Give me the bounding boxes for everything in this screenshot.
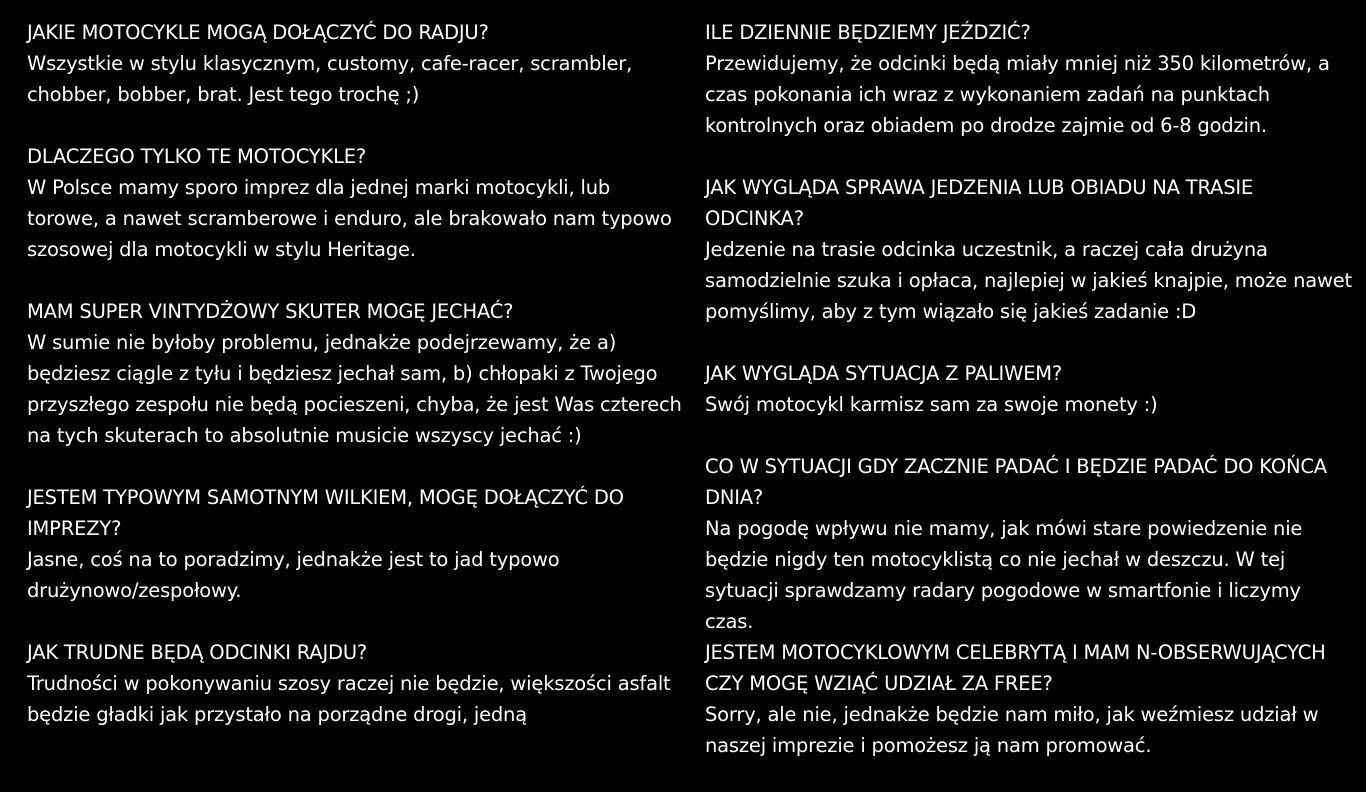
faq-question: JESTEM MOTOCYKLOWYM CELEBRYTĄ I MAM N-OBSERWUJĄCYCH CZY MOGĘ WZIĄĆ UDZIAŁ ZA FREE? bbox=[705, 641, 1326, 695]
faq-answer: W Polsce mamy sporo imprez dla jednej marki motocykli, lub torowe, a nawet scramberowe i enduro, ale brakowało nam typowo szosowej dla motocykli w stylu Heritage. bbox=[27, 176, 672, 261]
faq-question: JAK TRUDNE BĘDĄ ODCINKI RAJDU? bbox=[27, 641, 368, 664]
faq-question: DLACZEGO TYLKO TE MOTOCYKLE? bbox=[27, 145, 367, 168]
faq-question: JAK WYGLĄDA SYTUACJA Z PALIWEM? bbox=[705, 362, 1063, 385]
faq-answer: Sorry, ale nie, jednakże będzie nam miło, jak weźmiesz udział w naszej imprezie i pomożesz ją nam promować. bbox=[705, 703, 1319, 757]
faq-answer: Trudności w pokonywaniu szosy raczej nie będzie, większości asfalt będzie gładki jak przystało na porządne drogi, jedną bbox=[27, 672, 671, 726]
faq-answer: Jasne, coś na to poradzimy, jednakże jest to jad typowo drużynowo/zespołowy. bbox=[27, 548, 560, 602]
faq-answer: W sumie nie byłoby problemu, jednakże podejrzewamy, że a) będziesz ciągle z tyłu i będziesz jechał sam, b) chłopaki z Twojego przyszłego zespołu nie będą pocieszeni, chyba, że jest Was czterech na tych skuterach to absolutnie musicie wszyscy jechać :) bbox=[27, 331, 682, 447]
faq-item-rain bbox=[705, 451, 1355, 637]
faq-item-scooter bbox=[27, 296, 687, 451]
faq-item-food bbox=[705, 172, 1355, 327]
faq-answer: Wszystkie w stylu klasycznym, customy, cafe-racer, scrambler, chobber, bobber, brat. Jest tego trochę ;) bbox=[27, 52, 633, 106]
faq-question: JESTEM TYPOWYM SAMOTNYM WILKIEM, MOGĘ DOŁĄCZYĆ DO IMPREZY? bbox=[27, 486, 624, 540]
faq-item-motorcycle-types bbox=[27, 17, 687, 110]
faq-answer: Jedzenie na trasie odcinka uczestnik, a raczej cała drużyna samodzielnie szuka i opłaca, najlepiej w jakieś knajpie, może nawet pomyślimy, aby z tym wiązało się jakieś zadanie :D bbox=[705, 238, 1352, 323]
faq-column-right bbox=[705, 17, 1355, 792]
faq-column-left bbox=[27, 17, 687, 761]
faq-question: JAKIE MOTOCYKLE MOGĄ DOŁĄCZYĆ DO RADJU? bbox=[27, 21, 489, 44]
faq-question: CO W SYTUACJI GDY ZACZNIE PADAĆ I BĘDZIE PADAĆ DO KOŃCA DNIA? bbox=[705, 455, 1327, 509]
faq-question: MAM SUPER VINTYDŻOWY SKUTER MOGĘ JECHAĆ? bbox=[27, 300, 514, 323]
faq-item-why-only-these bbox=[27, 141, 687, 265]
faq-item-fuel bbox=[705, 358, 1355, 420]
faq-answer: Na pogodę wpływu nie mamy, jak mówi stare powiedzenie nie będzie nigdy ten motocyklistą co nie jechał w deszczu. W tej sytuacji sprawdzamy radary pogodowe w smartfonie i liczymy czas. bbox=[705, 517, 1303, 633]
faq-question: JAK WYGLĄDA SPRAWA JEDZENIA LUB OBIADU NA TRASIE ODCINKA? bbox=[705, 176, 1254, 230]
faq-item-difficulty bbox=[27, 637, 687, 730]
faq-question: ILE DZIENNIE BĘDZIEMY JEŹDZIĆ? bbox=[705, 21, 1031, 44]
faq-item-lone-wolf bbox=[27, 482, 687, 606]
faq-answer: Swój motocykl karmisz sam za swoje monety :) bbox=[705, 393, 1158, 416]
faq-item-daily-distance bbox=[705, 17, 1355, 141]
faq-item-celebrity bbox=[705, 637, 1355, 761]
faq-answer: Przewidujemy, że odcinki będą miały mniej niż 350 kilometrów, a czas pokonania ich wraz z wykonaniem zadań na punktach kontrolnych oraz obiadem po drodze zajmie od 6-8 godzin. bbox=[705, 52, 1330, 137]
